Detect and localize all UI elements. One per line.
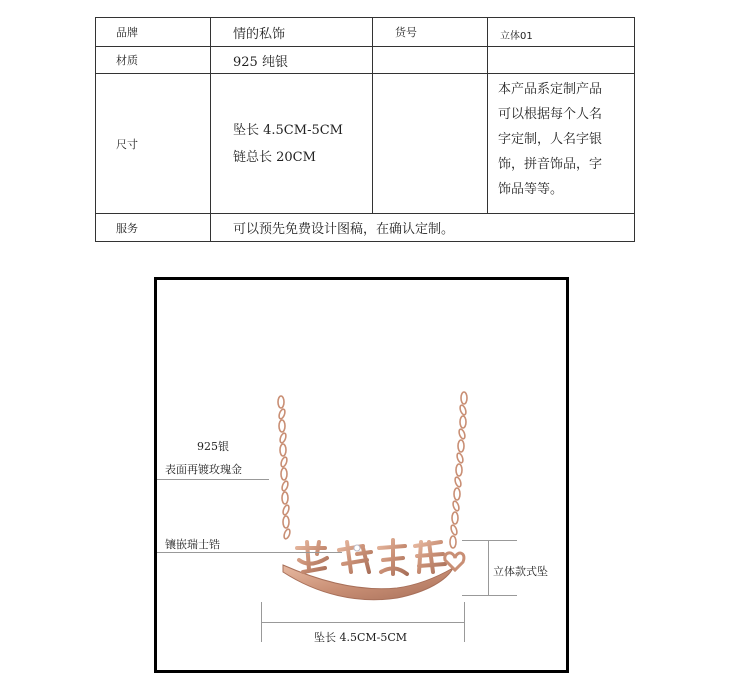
material-label: 材质 [96,47,211,74]
stone-callout: 镶嵌瑞士锆 [165,538,220,551]
custom-note-line: 本产品系定制产品 [498,82,603,97]
callout-leader-line [157,479,269,480]
custom-note-line: 饰品等等。 [498,182,564,197]
heart-ornament [445,553,464,570]
brand-value: 情的私饰 [211,18,373,47]
product-image-frame [154,277,569,673]
empty-cell [488,47,635,74]
brand-label: 品牌 [96,18,211,47]
chain-length-text: 链总长 20CM [233,149,316,165]
custom-note-line: 可以根据每个人名 [498,107,603,122]
style-bracket-bottom [462,595,517,596]
zircon-stone [354,545,360,551]
size-value [211,74,373,214]
pendant-length-text: 坠长 4.5CM-5CM [233,122,343,138]
right-chain [450,392,467,548]
style-callout: 立体款式坠 [493,565,548,578]
style-bracket-top [462,540,517,541]
pendant-nameplate [297,540,445,574]
custom-note [488,74,635,214]
empty-cell [373,74,488,214]
service-label: 服务 [96,214,211,242]
callout-leader-line [157,552,342,553]
product-spec-table [95,17,635,242]
service-value: 可以预先免费设计图稿，在确认定制。 [211,214,635,242]
item-number-value: 立体01 [488,18,635,47]
custom-note-line: 饰，拼音饰品，字 [498,157,603,172]
material-callout: 925银 [197,440,229,453]
size-label: 尺寸 [96,74,211,214]
plating-callout: 表面再镀玫瑰金 [165,463,242,476]
item-number-label: 货号 [373,18,488,47]
pendant-length-callout: 坠长 4.5CM-5CM [314,631,408,644]
length-bracket-line [261,622,464,623]
left-chain [278,396,291,540]
custom-note-line: 字定制，人名字银 [498,132,603,147]
style-bracket-vertical [488,540,489,595]
length-bracket-right [464,602,465,642]
material-value: 925 纯银 [211,47,373,74]
empty-cell [373,47,488,74]
